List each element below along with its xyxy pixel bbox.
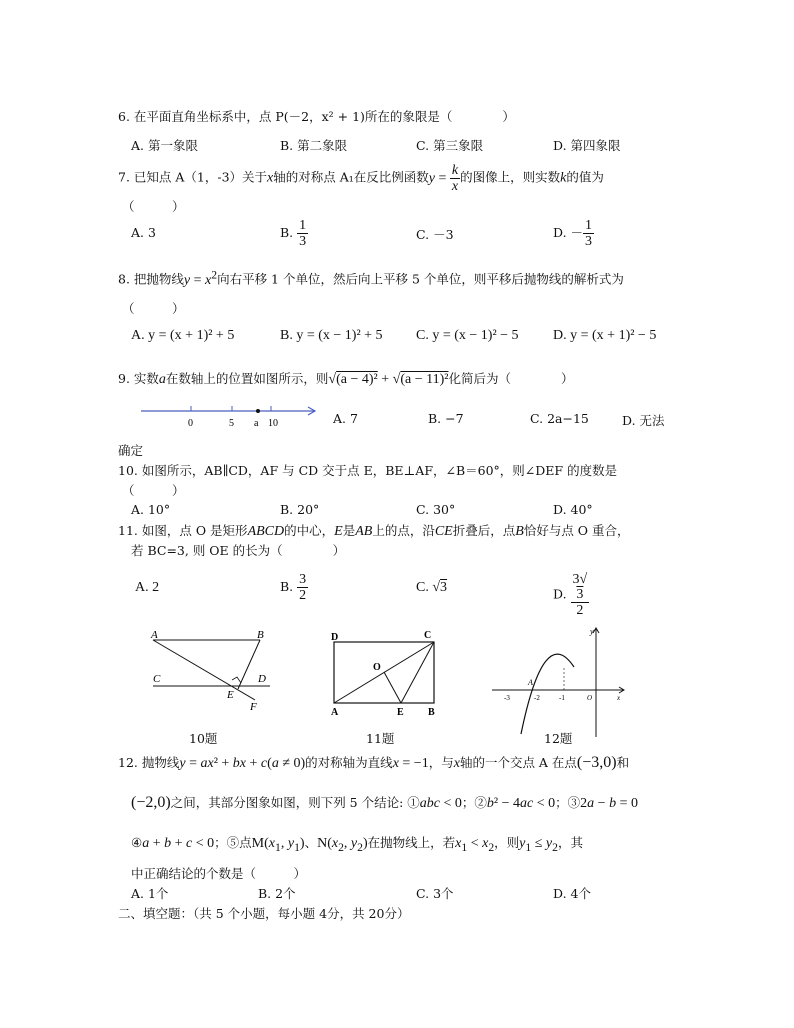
q7-option-a: A. 3 <box>131 225 156 240</box>
point-a-dot <box>256 409 260 413</box>
q10-paren: （ ） <box>122 483 185 498</box>
q8-option-a: A. y = (x + 1)² + 5 <box>131 328 235 343</box>
q9-option-b: B. −7 <box>428 411 464 426</box>
fig10-label: E <box>227 689 234 701</box>
q12-option-d: D. 4个 <box>553 886 591 901</box>
q8-option-b: B. y = (x − 1)² + 5 <box>280 328 383 343</box>
axis-label: 5 <box>229 418 234 429</box>
q7-option-d: D. － $\frac{1}{3}$ <box>553 218 593 249</box>
q8-stem: 8. 把抛物线$y = x^2$向右平移 1 个单位，然后向上平移 5 个单位，则平移后抛物线的解析式为 <box>118 268 624 288</box>
q8-option-d: D. y = (x + 1)² − 5 <box>553 328 657 343</box>
q9-option-d: D. 无法 <box>622 413 665 428</box>
q12-line3: ④a + b + c < 0；⑤点$M(x_1$, $y_1$)、$N(x_2$, $y_2$)在抛物线上，若$x_1 < x_2$，则$y_1 \le y_2$，其 <box>131 835 583 854</box>
q8-paren: （ ） <box>122 301 185 316</box>
fig11-label: B <box>428 707 435 718</box>
q6-option-d: D. 第四象限 <box>553 138 621 153</box>
q7-option-b: B. $\frac{1}{3}$ <box>280 218 307 249</box>
q12-line4: 中正确结论的个数是（ ） <box>131 866 307 881</box>
q12-option-a: A. 1个 <box>131 886 169 901</box>
q10-option-b: B. 20° <box>280 502 320 517</box>
q11-option-c: C. √3 <box>416 580 448 595</box>
fig11-label: C <box>424 630 432 641</box>
q12-line2: (−2,0)之间，其部分图象如图，则下列 5 个结论: ①abc < 0；②b² − 4ac < 0；③2a − b = 0 <box>131 794 638 811</box>
fig10-label: B <box>257 629 264 641</box>
q9-number-line <box>138 401 323 431</box>
q9-option-c: C. 2a−15 <box>530 411 589 426</box>
fig11-label: E <box>397 707 404 718</box>
axis-label: 10 <box>268 418 278 429</box>
q10-option-d: D. 40° <box>553 502 593 517</box>
q11-stem-line1: 11. 如图，点 O 是矩形ABCD的中心，E是AB上的点，沿CE折叠后，点B恰好与点 O 重合， <box>118 523 630 539</box>
section-2-heading: 二、填空题：（共 5 个小题，每小题 4分，共 20分） <box>118 906 410 921</box>
q9-stem: 9. 实数a在数轴上的位置如图所示，则√(a − 4)² + √(a − 11)²化简后为（ ） <box>118 371 574 387</box>
axis-label: 0 <box>188 418 193 429</box>
q7-paren: （ ） <box>122 199 185 214</box>
q7-option-c: C. －3 <box>416 227 454 242</box>
q10-stem: 10. 如图所示，AB∥CD，AF 与 CD 交于点 E，BE⊥AF，∠B＝60°，则∠DEF 的度数是 <box>118 463 618 478</box>
fig11-label: D <box>331 632 339 643</box>
q10-option-a: A. 10° <box>131 502 171 517</box>
q11-option-b: B. $\frac{3}{2}$ <box>280 572 307 603</box>
fig12-label: -2 <box>534 694 540 702</box>
q6-option-a: A. 第一象限 <box>131 138 198 153</box>
figure-10 <box>145 628 280 713</box>
q12-option-b: B. 2个 <box>258 886 296 901</box>
q12-line1: 12. 抛物线y = ax² + bx + c(a ≠ 0)的对称轴为直线x = −1，与x轴的一个交点 A 在点(−3,0)和 <box>118 754 630 771</box>
fig12-label: -3 <box>504 694 510 702</box>
figure-12 <box>488 622 630 742</box>
q11-option-d: D. 3√ 3 2 <box>553 572 588 618</box>
q9-option-a: A. 7 <box>333 411 358 426</box>
fig10-label: F <box>250 701 257 713</box>
fig12-caption: 12题 <box>544 731 573 746</box>
q6-stem: 6. 在平面直角坐标系中，点 P(－2，x² + 1)所在的象限是（ ） <box>118 109 515 124</box>
figure-11 <box>328 628 448 718</box>
fig10-label: C <box>153 673 161 685</box>
q12-option-c: C. 3个 <box>416 886 454 901</box>
q11-option-a: A. 2 <box>135 580 160 595</box>
q11-stem-line2: 若 BC=3, 则 OE 的长为（ ） <box>131 543 346 558</box>
q6-option-b: B. 第二象限 <box>280 138 348 153</box>
fig12-label: -1 <box>559 694 565 702</box>
q6-option-c: C. 第三象限 <box>416 138 484 153</box>
fig11-label: A <box>331 707 339 718</box>
fig11-caption: 11题 <box>366 731 395 746</box>
q10-option-c: C. 30° <box>416 502 456 517</box>
fig10-label: A <box>151 629 158 641</box>
q8-option-c: C. y = (x − 1)² − 5 <box>416 328 519 343</box>
fig12-label: A <box>528 678 533 687</box>
q9-tail: 确定 <box>118 443 144 458</box>
fig11-label: O <box>373 662 381 673</box>
fig12-label: O <box>587 694 593 702</box>
fig12-label: y <box>590 627 594 636</box>
fig10-caption: 10题 <box>189 731 218 746</box>
fig10-label: D <box>258 673 266 685</box>
q7-stem: 7. 已知点 A（1，-3）关于x轴的对称点 A₁在反比例函数y = $\frac{k}{x}$ 的图像上，则实数k的值为 <box>118 163 604 194</box>
fig12-label: x <box>617 694 621 702</box>
axis-label: a <box>254 418 259 429</box>
